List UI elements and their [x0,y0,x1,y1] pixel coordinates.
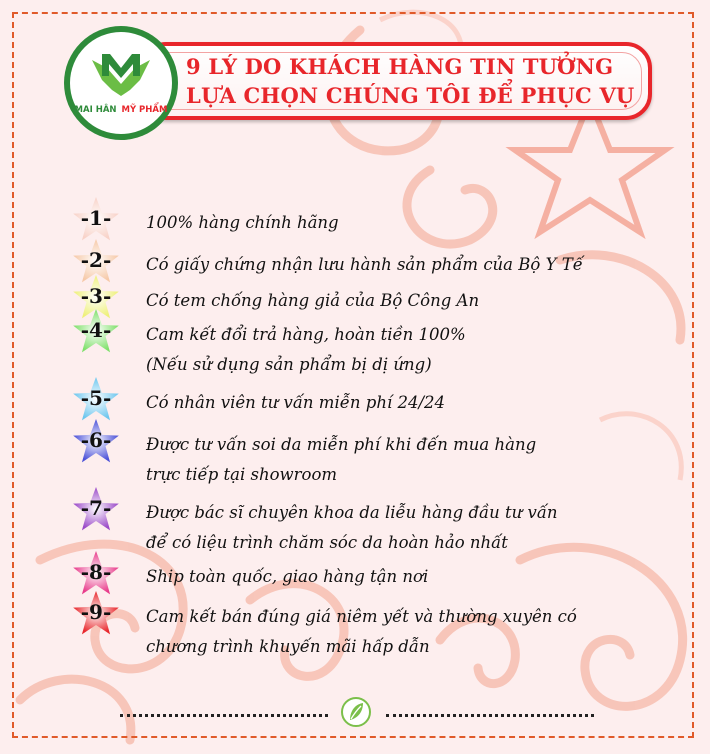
reason-line: Ship toàn quốc, giao hàng tận nơi [146,567,429,586]
reason-line: Có tem chống hàng giả của Bộ Công An [146,291,480,310]
reason-text [146,388,666,418]
reason-number: -5- [80,386,112,410]
logo-text-1: MAI HÂN [74,105,117,115]
reason-text [146,562,666,592]
reason-line: Có giấy chứng nhận lưu hành sản phẩm của Bộ Y Tế [146,255,583,274]
reason-line: Có nhân viên tư vấn miễn phí 24/24 [146,393,446,412]
brand-logo [62,24,180,142]
reason-number: -3- [80,284,112,308]
reason-number: -7- [80,496,112,520]
reason-line: Cam kết bán đúng giá niêm yết và thường xuyên có [146,607,577,626]
reason-number: -8- [80,560,112,584]
reason-text [146,320,666,380]
reason-text [146,250,666,280]
logo-text-2: MỸ PHẨM [121,105,168,115]
page-title [186,52,646,110]
reason-line: (Nếu sử dụng sản phẩm bị dị ứng) [146,355,432,374]
dotted-divider-left [120,700,328,717]
reason-number: -9- [80,600,112,624]
reason-text [146,286,666,316]
reason-line: Được tư vấn soi da miễn phí khi đến mua hàng [146,435,537,454]
title-line-1: 9 LÝ DO KHÁCH HÀNG TIN TƯỞNG [186,54,614,79]
reason-text [146,602,666,662]
reason-text [146,430,666,490]
reason-number: -2- [80,248,112,272]
leaf-icon [340,696,372,728]
reason-line: Được bác sĩ chuyên khoa da liễu hàng đầu tư vấn [146,503,558,522]
dotted-divider-right [386,700,594,717]
reason-line: chương trình khuyến mãi hấp dẫn [146,637,430,656]
title-line-2: LỰA CHỌN CHÚNG TÔI ĐỂ PHỤC VỤ [186,83,635,108]
reason-line: Cam kết đổi trả hàng, hoàn tiền 100% [146,325,466,344]
reason-text [146,498,666,558]
reason-line: 100% hàng chính hãng [146,213,339,232]
reason-number: -4- [80,318,112,342]
reason-line: để có liệu trình chăm sóc da hoàn hảo nhất [146,533,508,552]
reason-text [146,208,666,238]
reason-number: -1- [80,206,112,230]
reason-line: trực tiếp tại showroom [146,465,338,484]
reason-number: -6- [80,428,112,452]
